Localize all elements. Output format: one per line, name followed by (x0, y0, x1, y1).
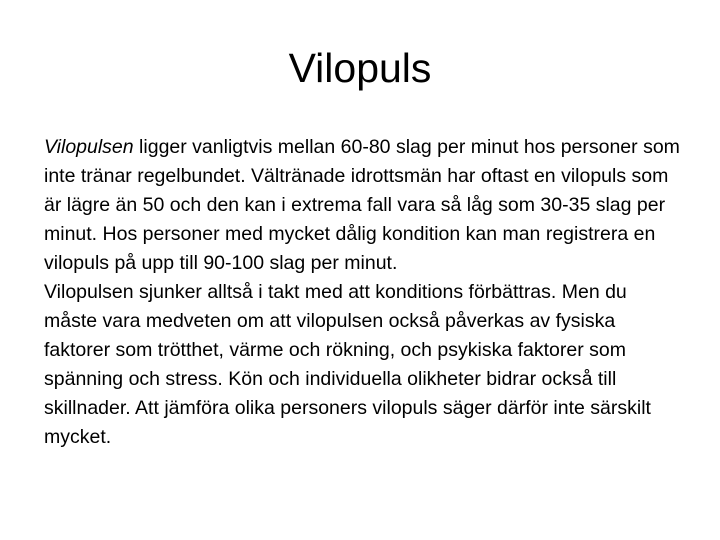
term-vilopulsen: Vilopulsen (44, 136, 134, 158)
slide-title: Vilopuls (288, 45, 432, 91)
paragraph-1-text: ligger vanligtvis mellan 60-80 slag per minut hos personer som inte tränar regelbundet. Vältränade idrottsmän har oftast en vilopuls som är lägre än 50 och den kan i extrema fall vara så låg som 30-35 slag per minut. Hos personer med mycket dålig kondition kan man registrera en vilopuls på upp till 90-100 slag per minut. (44, 136, 680, 274)
paragraph-1 (44, 133, 684, 278)
paragraph-2: Vilopulsen sjunker alltså i takt med att konditions förbättras. Men du måste vara medveten om att vilopulsen också påverkas av fysiska faktorer som trötthet, värme och rökning, och psykiska faktorer som spänning och stress. Kön och individuella olikheter bidrar också till skillnader. Att jämföra olika personers vilopuls säger därför inte särskilt mycket. (44, 281, 651, 448)
slide-body (44, 133, 684, 452)
